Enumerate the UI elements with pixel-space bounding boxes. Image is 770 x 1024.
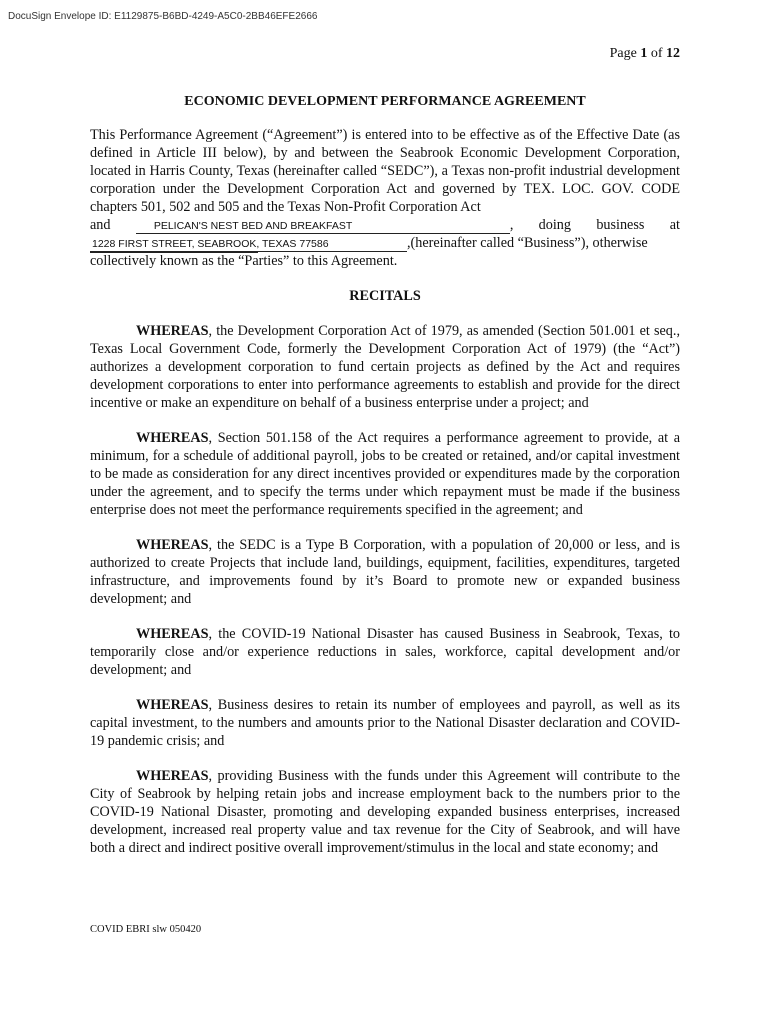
whereas-lead: WHEREAS <box>136 537 209 553</box>
document-title: ECONOMIC DEVELOPMENT PERFORMANCE AGREEMENT <box>184 94 586 109</box>
whereas-text: , providing Business with the funds under this Agreement will contribute to the City of Seabrook by helping retain jobs and increase employment back to the numbers prior to the COVID-19 National Disaster, promoting and developing expanded business enterprises, increased development, increased real property value and tax revenue for the City of Seabrook, and will have both a direct and indirect positive overall improvement/stimulus in the local and state economy; and <box>90 768 680 856</box>
whereas-text: , the Development Corporation Act of 1979, as amended (Section 501.001 et seq., Texas Local Government Code, formerly the Development Corporation Act of 1979) (the “Act”) authorizes a development corporation to fund certain projects as defined by the Act and requires development corporations to enter into performance agreements to establish and provide for the direct incentive or make an expenditure on behalf of a business enterprise under a project; and <box>90 323 680 411</box>
footer-code: COVID EBRI slw 050420 <box>90 924 202 935</box>
whereas-lead: WHEREAS <box>136 430 209 446</box>
business-address-field[interactable]: 1228 FIRST STREET, SEABROOK, TEXAS 77586 <box>90 238 407 252</box>
whereas-paragraph-6 <box>90 767 680 857</box>
document-body <box>90 126 680 874</box>
doing-word: doing <box>538 217 571 233</box>
whereas-paragraph-3 <box>90 536 680 608</box>
recitals-heading: RECITALS <box>349 288 421 304</box>
whereas-text: , the SEDC is a Type B Corporation, with a population of 20,000 or less, and is authorized to create Projects that include land, buildings, equipment, facilities, expenditures, targeted infrastructure, and improvements found by it’s Board to promote new or expanded business development; and <box>90 537 680 607</box>
whereas-paragraph-1 <box>90 322 680 412</box>
whereas-lead: WHEREAS <box>136 697 209 713</box>
intro-paragraph: This Performance Agreement (“Agreement”) is entered into to be effective as of the Effective Date (as defined in Article III below), by and between the Seabrook Economic Development Corporation, located in Harris County, Texas (hereinafter called “SEDC”), a Texas non-profit industrial development corporation under the Development Corporation Act and governed by TEX. LOC. GOV. CODE chapters 501, 502 and 505 and the Texas Non-Profit Corporation Act <box>90 127 680 215</box>
after-name-comma: , <box>509 217 514 233</box>
page-of: of <box>650 46 663 61</box>
whereas-lead: WHEREAS <box>136 626 209 642</box>
intro-closing: collectively known as the “Parties” to this Agreement. <box>90 253 398 269</box>
page-total: 12 <box>666 46 680 61</box>
whereas-text: , the COVID-19 National Disaster has caused Business in Seabrook, Texas, to temporarily close and/or experience reductions in sales, workforce, capital development and/or development; and <box>90 626 680 678</box>
whereas-lead: WHEREAS <box>136 323 209 339</box>
whereas-text: , Business desires to retain its number of employees and payroll, as well as its capital investment, to the numbers and amounts prior to the National Disaster declaration and COVID-19 pandemic crisis; and <box>90 697 680 749</box>
docusign-envelope-id: DocuSign Envelope ID: E1129875-B6BD-4249-A5C0-2BB46EFE2666 <box>8 11 318 22</box>
page-number <box>610 46 680 62</box>
page-prefix: Page <box>609 46 637 61</box>
page-current: 1 <box>640 46 648 61</box>
business-name-field[interactable]: PELICAN'S NEST BED AND BREAKFAST <box>136 220 510 234</box>
whereas-text: , Section 501.158 of the Act requires a performance agreement to provide, at a minimum, for a schedule of additional payroll, jobs to be created or retained, and/or capital investment to be made as consideration for any direct incentives provided or expenditures made by the corporation under the agreement, and to specify the terms under which repayment must be made if the business enterprise does not meet the performance requirements specified in the agreement; and <box>90 430 680 518</box>
after-address-text: ,(hereinafter called “Business”), otherwise <box>407 235 648 251</box>
whereas-paragraph-2 <box>90 429 680 519</box>
at-word: at <box>669 217 680 233</box>
whereas-paragraph-4 <box>90 625 680 679</box>
business-name-line <box>90 216 680 234</box>
whereas-paragraph-5 <box>90 696 680 750</box>
whereas-lead: WHEREAS <box>136 768 209 784</box>
business-word: business <box>596 217 645 233</box>
and-word: and <box>90 217 111 233</box>
business-address-line <box>90 234 680 252</box>
